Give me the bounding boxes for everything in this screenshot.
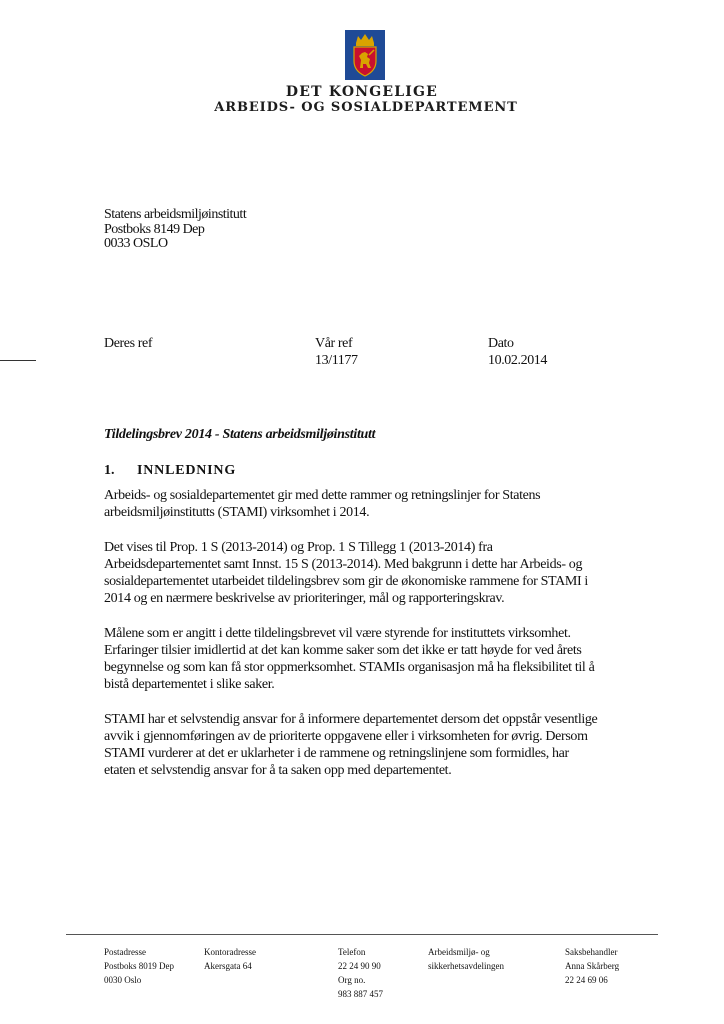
text-line: Målene som er angitt i dette tildelingsbrevet vil være styrende for instituttets virksomhet.	[104, 625, 571, 641]
department-name-line1: DET KONGELIGE	[285, 84, 439, 100]
recipient-name: Statens arbeidsmiljøinstitutt	[104, 207, 247, 222]
footer-text: sikkerhetsavdelingen	[428, 961, 504, 971]
section-title: INNLEDNING	[137, 463, 237, 478]
deres-ref-label: Deres ref	[104, 336, 153, 351]
text-line: begynnelse og som kan få stor oppmerksomhet. STAMIs organisasjon må ha fleksibilitet til å	[104, 660, 595, 675]
footer-label: Telefon	[338, 947, 366, 957]
text-line: bistå departementet i slike saker.	[104, 677, 275, 693]
dato-label: Dato	[488, 336, 514, 351]
text-line: 2014 og en nærmere beskrivelse av prioriteringer, mål og rapporteringskrav.	[104, 591, 505, 607]
footer-divider	[66, 934, 658, 935]
footer-text: Anna Skårberg	[565, 961, 620, 971]
footer-text: Postboks 8019 Dep	[104, 961, 175, 971]
footer-text: 22 24 90 90	[338, 961, 381, 971]
var-ref-value: 13/1177	[315, 353, 358, 368]
text-line: arbeidsmiljøinstitutts (STAMI) virksomhet i 2014.	[104, 505, 370, 521]
text-line: Arbeidsdepartementet samt Innst. 15 S (2013-2014). Med bakgrunn i dette har Arbeids- og	[104, 556, 583, 572]
text-line: STAMI har et selvstendig ansvar for å informere departementet dersom det oppstår vesentlige	[104, 711, 598, 727]
footer-text: Akersgata 64	[204, 961, 252, 971]
text-line: Arbeids- og sosialdepartementet gir med dette rammer og retningslinjer for Statens	[104, 488, 541, 503]
footer-text: Arbeidsmiljø- og	[428, 947, 490, 957]
margin-fold-mark	[0, 360, 36, 361]
paragraph	[104, 711, 664, 780]
text-line: STAMI vurderer at det er uklarheter i de rammene og retningslinjene som formidles, har	[104, 746, 569, 761]
footer-saksbehandler	[565, 945, 619, 987]
recipient-city: 0033 OSLO	[104, 236, 168, 251]
text-line: avvik i gjennomføringen av de prioriterte oppgavene eller i virksomheten for øvrig. Dersom	[104, 728, 588, 744]
footer-kontoradresse	[204, 945, 256, 973]
text-line: sosialdepartementet utarbeidet tildelingsbrev som gir de økonomiske rammene for STAMI i	[104, 574, 588, 589]
footer-text: 983 887 457	[338, 989, 383, 999]
paragraph	[104, 539, 664, 608]
letter-body	[104, 487, 664, 797]
dato-value: 10.02.2014	[488, 353, 548, 368]
text-line: Erfaringer tilsier imidlertid at det kan komme saker som det ikke er tatt høyde for ved årets	[104, 642, 582, 658]
recipient-postbox: Postboks 8149 Dep	[104, 221, 205, 237]
footer-text: 22 24 69 06	[565, 975, 608, 985]
footer-label: Kontoradresse	[204, 947, 256, 957]
paragraph	[104, 487, 664, 521]
department-name-line2: ARBEIDS- OG SOSIALDEPARTEMENT	[214, 100, 518, 115]
var-ref-label: Vår ref	[315, 336, 353, 351]
footer-label: Org no.	[338, 975, 366, 985]
footer-avdeling	[428, 945, 504, 973]
letter-title: Tildelingsbrev 2014 - Statens arbeidsmiljøinstitutt	[104, 427, 376, 442]
text-line: etaten et selvstendig ansvar for å ta saken opp med departementet.	[104, 763, 452, 779]
footer-postadresse	[104, 945, 174, 987]
footer-label: Saksbehandler	[565, 947, 618, 957]
text-line: Det vises til Prop. 1 S (2013-2014) og Prop. 1 S Tillegg 1 (2013-2014) fra	[104, 539, 493, 555]
section-number: 1.	[104, 463, 115, 478]
recipient-address	[104, 208, 246, 252]
coat-of-arms-logo	[345, 30, 385, 80]
footer-text: 0030 Oslo	[104, 975, 142, 985]
footer-label: Postadresse	[104, 947, 146, 957]
paragraph	[104, 625, 664, 694]
footer-telefon	[338, 945, 383, 1001]
